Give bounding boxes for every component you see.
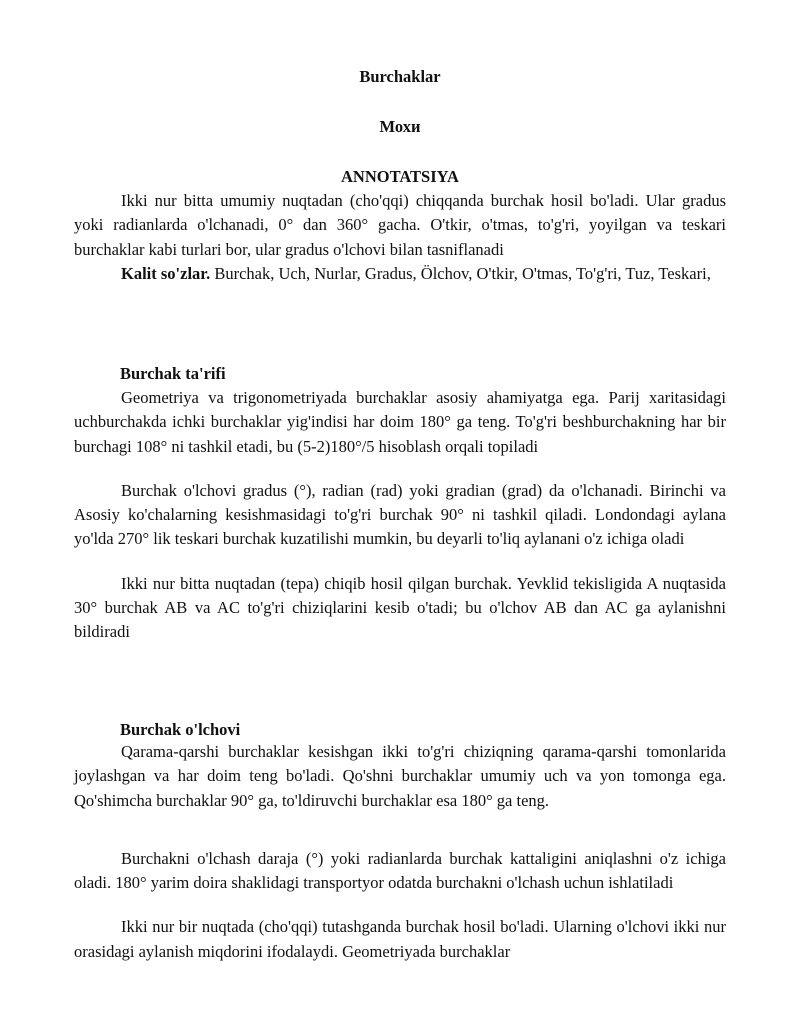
keywords-label: Kalit so'zlar.	[121, 263, 211, 283]
section-heading-measure: Burchak o'lchovi	[120, 720, 241, 739]
annotation-paragraph: Ikki nur bitta umumiy nuqtadan (cho'qqi) chiqqanda burchak hosil bo'ladi. Ular gradus yoki radianlarda o'lchanadi, 0° dan 360° gacha. O'tkir, o'tmas, to'g'ri, yoyilgan va teskari burchaklar kabi turlari bor, ular gradus o'lchovi bilan tasniflanadi	[74, 191, 726, 259]
paragraph: Burchak o'lchovi gradus (°), radian (rad) yoki gradian (grad) da o'lchanadi. Birinchi va Asosiy ko'chalarning kesishmasidagi to'g'ri burchak 90° ni tashkil qiladi. Londondagi aylana yo'lda 270° lik teskari burchak kuzatilishi mumkin, bu deyarli to'liq aylanani o'z ichiga oladi	[74, 480, 726, 549]
section-definition	[74, 386, 726, 645]
paragraph: Ikki nur bitta nuqtadan (tepa) chiqib hosil qilgan burchak. Yevklid tekisligida A nuqtasida 30° burchak AB va AC to'g'ri chiziqlarini kesib o'tadi; bu o'lchov AB dan AC ga aylanishni bildiradi	[74, 573, 726, 642]
paragraph: Geometriya va trigonometriyada burchaklar asosiy ahamiyatga ega. Parij xaritasidagi uchburchakda ichki burchaklar yig'indisi har doim 180° ga teng. To'g'ri beshburchakning har bir burchagi 108° ni tashkil etadi, bu (5-2)180°/5 hisoblash orqali topiladi	[74, 388, 726, 456]
document-author: Мохи	[379, 117, 421, 136]
annotation-block	[74, 189, 726, 286]
keywords-text: Burchak, Uch, Nurlar, Gradus, Ölchov, O'tkir, O'tmas, To'g'ri, Tuz, Teskari,	[210, 263, 711, 283]
paragraph: Burchakni o'lchash daraja (°) yoki radianlarda burchak kattaligini aniqlashni o'z ichiga oladi. 180° yarim doira shaklidagi transportyor odatda burchakni o'lchash uchun ishlatiladi	[74, 848, 726, 893]
section-measure	[74, 740, 726, 964]
document-title: Burchaklar	[359, 67, 441, 86]
section-heading-definition: Burchak ta'rifi	[120, 364, 226, 383]
paragraph: Qarama-qarshi burchaklar kesishgan ikki to'g'ri chiziqning qarama-qarshi tomonlarida joylashgan va har doim teng bo'ladi. Qo'shni burchaklar umumiy uch va yon tomonga ega. Qo'shimcha burchaklar 90° ga, to'ldiruvchi burchaklar esa 180° ga teng.	[74, 742, 726, 810]
annotation-heading: ANNOTATSIYA	[341, 167, 459, 186]
paragraph: Ikki nur bir nuqtada (cho'qqi) tutashganda burchak hosil bo'ladi. Ularning o'lchovi ikki nur orasidagi aylanish miqdorini ifodalaydi. Geometriyada burchaklar	[74, 917, 726, 961]
keywords-paragraph	[74, 262, 726, 286]
